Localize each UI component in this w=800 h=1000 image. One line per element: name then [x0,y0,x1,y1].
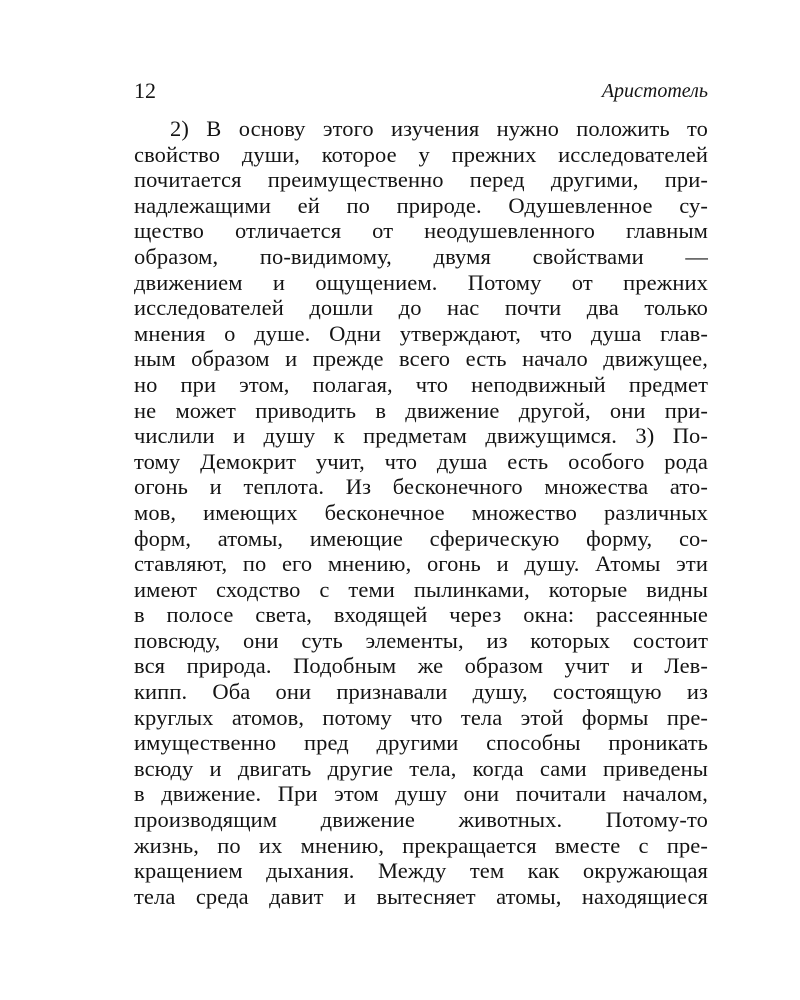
text-line: вся природа. Подобным же образом учит и Лев- [134,653,708,679]
text-line: не может приводить в движение другой, они при- [134,397,708,423]
text-line: почитается преимущественно перед другими, при- [134,167,708,193]
page-number: 12 [134,78,156,103]
text-line: свойство души, которое у прежних исследователей [134,141,708,167]
text-line: форм, атомы, имеющие сферическую форму, со- [134,525,708,551]
text-line: движением и ощущением. Потому от прежних [134,269,708,295]
text-line: мов, имеющих бесконечное множество различных [134,499,708,525]
text-line: жизнь, по их мнению, прекращается вместе с пре- [134,832,708,858]
text-line: имущественно пред другими способны проникать [134,730,708,756]
text-line: исследователей дошли до нас почти два только [134,295,708,321]
body-text [134,116,708,909]
text-line: в движение. При этом душу они почитали началом, [134,781,708,807]
running-head [134,76,708,106]
text-line: повсюду, они суть элементы, из которых состоит [134,627,708,653]
text-line: ставляют, по его мнению, огонь и душу. Атомы эти [134,551,708,577]
text-line: всюду и двигать другие тела, когда сами приведены [134,755,708,781]
text-line: надлежащими ей по природе. Одушевленное су- [134,192,708,218]
text-line: тела среда давит и вытесняет атомы, находящиеся [134,883,708,909]
text-line: мнения о душе. Одни утверждают, что душа глав- [134,320,708,346]
text-line: щество отличается от неодушевленного главным [134,218,708,244]
text-line: тому Демокрит учит, что душа есть особого рода [134,448,708,474]
running-title: Аристотель [601,80,708,102]
text-line: в полосе света, входящей через окна: рассеянные [134,602,708,628]
text-line: кращением дыхания. Между тем как окружающая [134,858,708,884]
text-line: но при этом, полагая, что неподвижный предмет [134,371,708,397]
text-line: ным образом и прежде всего есть начало движущее, [134,346,708,372]
text-line: имеют сходство с теми пылинками, которые видны [134,576,708,602]
text-line: образом, по-видимому, двумя свойствами — [134,243,708,269]
text-line: кипп. Оба они признавали душу, состоящую из [134,679,708,705]
text-line: 2) В основу этого изучения нужно положить то [170,116,708,141]
text-line: числили и душу к предметам движущимся. 3) По- [134,423,708,449]
text-line: огонь и теплота. Из бесконечного множества ато- [134,474,708,500]
text-line: производящим движение животных. Потому-то [134,807,708,833]
text-line: круглых атомов, потому что тела этой формы пре- [134,704,708,730]
